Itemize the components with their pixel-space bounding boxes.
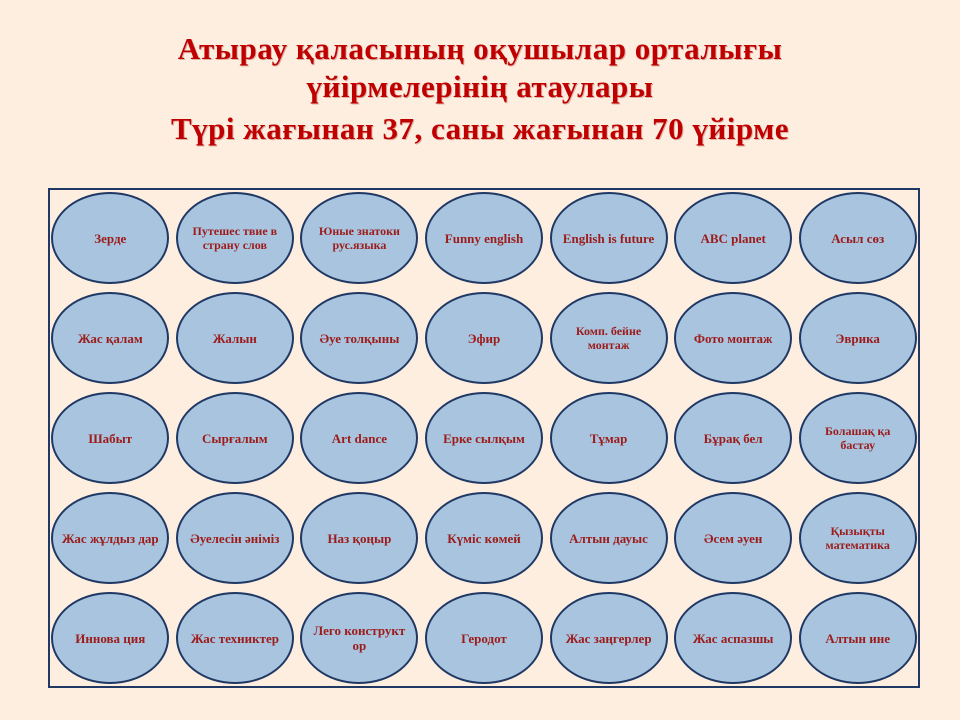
- grid-cell: [173, 388, 298, 488]
- bubble-node[interactable]: [176, 392, 294, 484]
- bubble-label: Алтын дауыс: [569, 530, 648, 546]
- bubble-node[interactable]: [550, 492, 668, 584]
- bubble-label: ABC planet: [700, 230, 766, 246]
- bubble-label: Жас аспазшы: [692, 630, 774, 646]
- grid-cell: [795, 288, 920, 388]
- bubble-label: Әсем әуен: [703, 530, 763, 546]
- bubble-label: Юные знатоки рус.языка: [318, 224, 400, 252]
- bubble-node[interactable]: [51, 592, 169, 684]
- grid-cell: [48, 388, 173, 488]
- bubble-label: Әуелесін әніміз: [190, 530, 280, 546]
- bubble-label: Жас заңгерлер: [565, 630, 652, 646]
- bubble-node[interactable]: [674, 592, 792, 684]
- grid-cell: [671, 388, 796, 488]
- bubble-node[interactable]: [550, 392, 668, 484]
- bubble-label: Тұмар: [589, 430, 628, 446]
- bubble-node[interactable]: [176, 592, 294, 684]
- bubble-node[interactable]: [300, 292, 418, 384]
- grid-cell: [297, 388, 422, 488]
- bubble-grid: [48, 188, 920, 688]
- bubble-node[interactable]: [674, 292, 792, 384]
- grid-cell: [546, 188, 671, 288]
- grid-cell: [795, 188, 920, 288]
- grid-cell: [48, 488, 173, 588]
- bubble-node[interactable]: [300, 392, 418, 484]
- bubble-node[interactable]: [425, 492, 543, 584]
- bubble-node[interactable]: [176, 192, 294, 284]
- bubble-label: Жалын: [212, 330, 257, 346]
- grid-cell: [48, 288, 173, 388]
- bubble-node[interactable]: [51, 392, 169, 484]
- bubble-label: Алтын ине: [825, 630, 891, 646]
- bubble-label: Сырғалым: [202, 430, 268, 446]
- bubble-node[interactable]: [51, 492, 169, 584]
- title-line-3: Түрі жағынан 37, саны жағынан 70 үйірме: [170, 111, 790, 146]
- bubble-node[interactable]: [799, 192, 917, 284]
- bubble-label: Шабыт: [88, 430, 133, 446]
- bubble-label: Болашақ қа бастау: [824, 424, 891, 452]
- bubble-node[interactable]: [674, 492, 792, 584]
- grid-cell: [297, 488, 422, 588]
- grid-cell: [422, 188, 547, 288]
- bubble-label: Ерке сылқым: [443, 430, 525, 446]
- bubble-node[interactable]: [550, 592, 668, 684]
- bubble-label: Комп. бейне монтаж: [575, 324, 642, 352]
- title-line-1: Атырау қаласының оқушылар орталығы: [177, 31, 783, 66]
- grid-cell: [297, 188, 422, 288]
- bubble-label: Жас жұлдыз дар: [61, 530, 159, 546]
- bubble-node[interactable]: [425, 192, 543, 284]
- bubble-node[interactable]: [799, 292, 917, 384]
- page-title: [40, 30, 920, 148]
- bubble-label: Әуе толқыны: [319, 330, 400, 346]
- bubble-node[interactable]: [799, 592, 917, 684]
- bubble-label: Funny english: [444, 230, 524, 246]
- bubble-label: Геродот: [461, 630, 507, 646]
- bubble-label: Асыл сөз: [831, 230, 885, 246]
- bubble-label: Фото монтаж: [693, 330, 773, 346]
- grid-cell: [671, 188, 796, 288]
- grid-cell: [671, 488, 796, 588]
- bubble-label: Зерде: [94, 230, 127, 246]
- bubble-label: Эфир: [467, 330, 501, 346]
- grid-cell: [546, 388, 671, 488]
- bubble-label: Эврика: [835, 330, 880, 346]
- grid-cell: [546, 288, 671, 388]
- grid-cell: [795, 388, 920, 488]
- bubble-node[interactable]: [674, 192, 792, 284]
- bubble-node[interactable]: [550, 292, 668, 384]
- bubble-label: Наз қоңыр: [327, 530, 392, 546]
- bubble-node[interactable]: [799, 392, 917, 484]
- bubble-label: Жас техниктер: [190, 630, 279, 646]
- grid-cell: [422, 288, 547, 388]
- bubble-node[interactable]: [550, 192, 668, 284]
- bubble-node[interactable]: [300, 192, 418, 284]
- bubble-node[interactable]: [425, 292, 543, 384]
- bubble-label: Путешес твие в страну слов: [192, 224, 278, 252]
- grid-cell: [48, 188, 173, 288]
- bubble-node[interactable]: [176, 292, 294, 384]
- bubble-node[interactable]: [300, 592, 418, 684]
- grid-cell: [671, 588, 796, 688]
- grid-cell: [173, 188, 298, 288]
- bubble-label: Бұрақ бел: [703, 430, 763, 446]
- grid-cell: [173, 488, 298, 588]
- title-line-2: үйірмелерінің атаулары: [306, 69, 654, 104]
- bubble-label: Art dance: [331, 430, 388, 446]
- grid-cell: [546, 588, 671, 688]
- bubble-node[interactable]: [176, 492, 294, 584]
- grid-cell: [422, 588, 547, 688]
- bubble-label: Иннова ция: [75, 630, 146, 646]
- grid-cell: [48, 588, 173, 688]
- grid-cell: [671, 288, 796, 388]
- grid-cell: [173, 588, 298, 688]
- bubble-label: Күміс көмей: [447, 530, 521, 546]
- grid-cell: [546, 488, 671, 588]
- bubble-node[interactable]: [51, 192, 169, 284]
- bubble-node[interactable]: [300, 492, 418, 584]
- bubble-label: Жас қалам: [77, 330, 143, 346]
- bubble-node[interactable]: [799, 492, 917, 584]
- grid-cell: [422, 488, 547, 588]
- bubble-label: Лего конструкт ор: [313, 623, 406, 653]
- grid-cell: [173, 288, 298, 388]
- bubble-node[interactable]: [425, 592, 543, 684]
- grid-cell: [422, 388, 547, 488]
- bubble-node[interactable]: [425, 392, 543, 484]
- grid-cell: [795, 588, 920, 688]
- grid-cell: [297, 288, 422, 388]
- bubble-label: Қызықты математика: [825, 524, 890, 552]
- bubble-label: English is future: [562, 230, 655, 246]
- grid-cell: [795, 488, 920, 588]
- bubble-node[interactable]: [674, 392, 792, 484]
- grid-cell: [297, 588, 422, 688]
- bubble-node[interactable]: [51, 292, 169, 384]
